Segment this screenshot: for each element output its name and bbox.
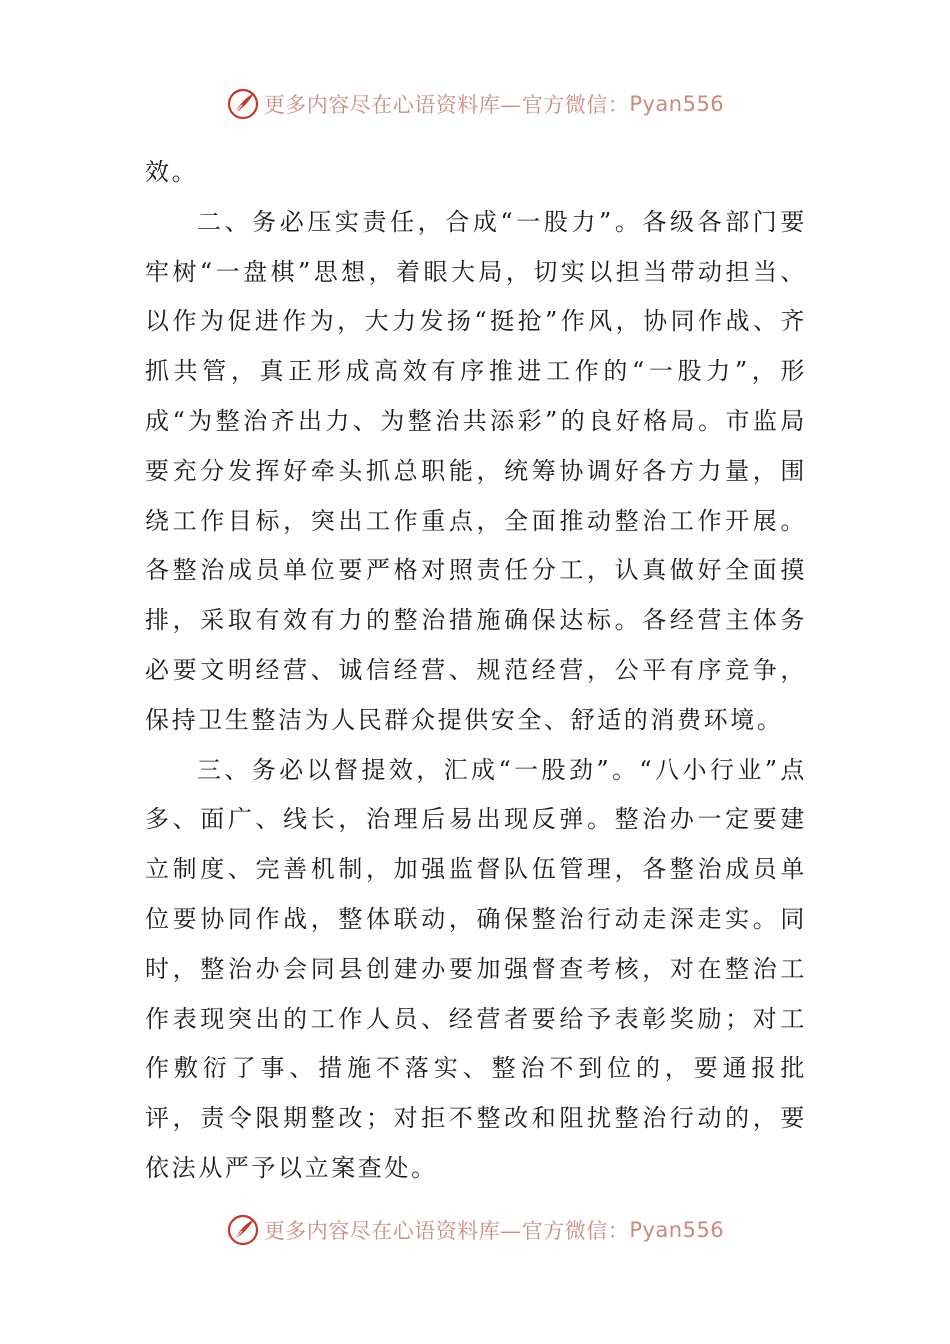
watermark-prefix: 更多内容尽在心语资料库— (263, 93, 522, 117)
quill-pen-icon (226, 87, 260, 121)
watermark-wechat-id: Pyan556 (629, 92, 725, 116)
watermark-wechat-label: 官方微信： (521, 1219, 630, 1243)
paragraph-continuation: 效。 (145, 158, 199, 186)
header-watermark (0, 84, 950, 124)
quill-pen-icon (226, 1213, 260, 1247)
paragraph-section-two: 二、务必压实责任，合成“一股力”。各级各部门要牢树“一盘棋”思想，着眼大局，切实以担当带动担当、以作为促进作为，大力发扬“挺抢”作风，协同作战、齐抓共管，真正形成高效有序推进工作的“一股力”，形成“为整治齐出力、为整治共添彩”的良好格局。市监局要充分发挥好牵头抓总职能，统筹协调好各方力量，围绕工作目标，突出工作重点，全面推动整治工作开展。各整治成员单位要严格对照责任分工，认真做好全面摸排，采取有效有力的整治措施确保达标。各经营主体务必要文明经营、诚信经营、规范经营，公平有序竞争，保持卫生整洁为人民群众提供安全、舒适的消费环境。 (145, 207, 807, 734)
paragraph-section-three: 三、务必以督提效，汇成“一股劲”。“八小行业”点多、面广、线长，治理后易出现反弹。整治办一定要建立制度、完善机制，加强监督队伍管理，各整治成员单位要协同作战，整体联动，确保整治行动走深走实。同时，整治办会同县创建办要加强督查考核，对在整治工作表现突出的工作人员、经营者要给予表彰奖励；对工作敷衍了事、措施不落实、整治不到位的，要通报批评，责令限期整改；对拒不整改和阻扰整治行动的，要依法从严予以立案查处。 (145, 755, 807, 1182)
watermark-prefix: 更多内容尽在心语资料库— (263, 1219, 522, 1243)
document-body (145, 148, 807, 1194)
footer-watermark (0, 1210, 950, 1250)
watermark-wechat-id: Pyan556 (629, 1218, 725, 1242)
watermark-wechat-label: 官方微信： (521, 93, 630, 117)
